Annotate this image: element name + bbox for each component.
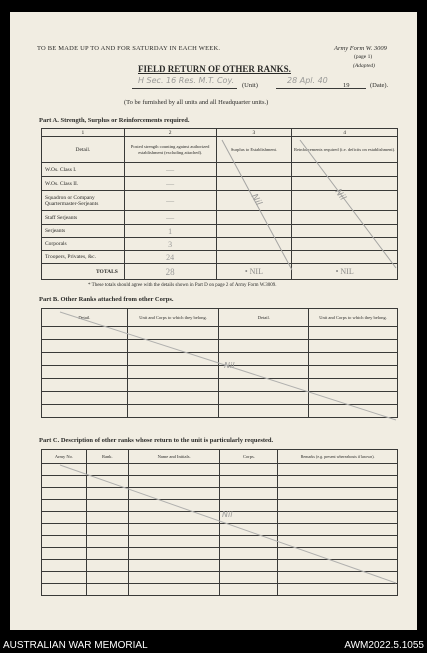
- row-label: Serjeants: [42, 225, 125, 238]
- year-prefix: 19: [343, 82, 350, 89]
- page-number: (page 1): [354, 54, 373, 60]
- part-b-heading: Part B. Other Ranks attached from other Corps.: [39, 296, 174, 303]
- totals-footnote: * These totals should agree with the details shown in Part D on page 2 of Army Form W.3009.: [88, 283, 277, 288]
- posted-value: —: [124, 211, 216, 225]
- adapted-note: (Adapted): [353, 63, 375, 69]
- nil-part-b-handwritten: Nil: [224, 361, 235, 370]
- row-label: Corporals: [42, 238, 125, 251]
- col-number-4: 4: [292, 129, 398, 137]
- totals-label: TOTALS: [42, 264, 125, 280]
- part-c-heading: Part C. Description of other ranks whose return to the unit is particularly requested.: [39, 437, 274, 444]
- footer-institution: AUSTRALIAN WAR MEMORIAL: [3, 640, 148, 651]
- posted-value: 24: [124, 251, 216, 264]
- col-header-remarks: Remarks (e.g. present whereabouts if known).: [278, 450, 398, 464]
- form-title: FIELD RETURN OF OTHER RANKS.: [138, 64, 291, 74]
- posted-value: 1: [124, 225, 216, 238]
- instruction-text: TO BE MADE UP TO AND FOR SATURDAY IN EACH WEEK.: [37, 45, 221, 52]
- posted-value: —: [124, 177, 216, 191]
- totals-posted: 28: [124, 264, 216, 280]
- posted-value: —: [124, 191, 216, 211]
- col-header-reinforcements: Reinforcements required (i.e. deficits on establishment).: [292, 137, 398, 163]
- unit-handwritten: H Sec. 16 Res. M.T. Coy.: [138, 76, 235, 85]
- col-header-unit-corps: Unit and Corps to which they belong.: [127, 309, 219, 327]
- col-header-detail: Detail.: [42, 137, 125, 163]
- col-number-2: 2: [124, 129, 216, 137]
- footer-accession-number: AWM2022.5.1055: [344, 640, 424, 651]
- row-label: Troopers, Privates, &c.: [42, 251, 125, 264]
- nil-surplus-handwritten: Nil: [248, 192, 264, 208]
- col-header-surplus: Surplus to Establishment.: [216, 137, 292, 163]
- part-a-heading: Part A. Strength, Surplus or Reinforcements required.: [39, 117, 190, 124]
- col-header-rank: Rank.: [86, 450, 128, 464]
- posted-value: —: [124, 163, 216, 177]
- col-header-corps: Corps.: [220, 450, 278, 464]
- form-number: Army Form W. 3009: [334, 45, 387, 52]
- nil-part-c-handwritten: Nil: [222, 510, 233, 519]
- col-number-1: 1: [42, 129, 125, 137]
- furnish-note: (To be furnished by all units and all Headquarter units.): [124, 99, 269, 106]
- posted-value: 3: [124, 238, 216, 251]
- col-header-detail: Detail.: [219, 309, 309, 327]
- row-label: Staff Serjeants: [42, 211, 125, 225]
- col-header-army-no: Army No.: [42, 450, 87, 464]
- row-label: W.Os. Class I.: [42, 163, 125, 177]
- totals-reinforcements: • NIL: [292, 264, 398, 280]
- nil-reinforcements-handwritten: Nil: [332, 187, 348, 203]
- totals-surplus: • NIL: [216, 264, 292, 280]
- col-header-unit-corps: Unit and Corps to which they belong.: [309, 309, 398, 327]
- col-number-3: 3: [216, 129, 292, 137]
- unit-label: (Unit): [242, 82, 258, 89]
- row-label: W.Os. Class II.: [42, 177, 125, 191]
- col-header-name: Name and Initials.: [128, 450, 220, 464]
- row-label: Squadron or Company Quartermaster-Serjeants: [42, 191, 125, 211]
- date-label: (Date).: [370, 82, 389, 89]
- col-header-posted: Posted strength counting against authorized establishment (excluding attached).: [124, 137, 216, 163]
- date-handwritten: 28 Apl. 40: [287, 76, 328, 85]
- col-header-detail: Detail.: [42, 309, 128, 327]
